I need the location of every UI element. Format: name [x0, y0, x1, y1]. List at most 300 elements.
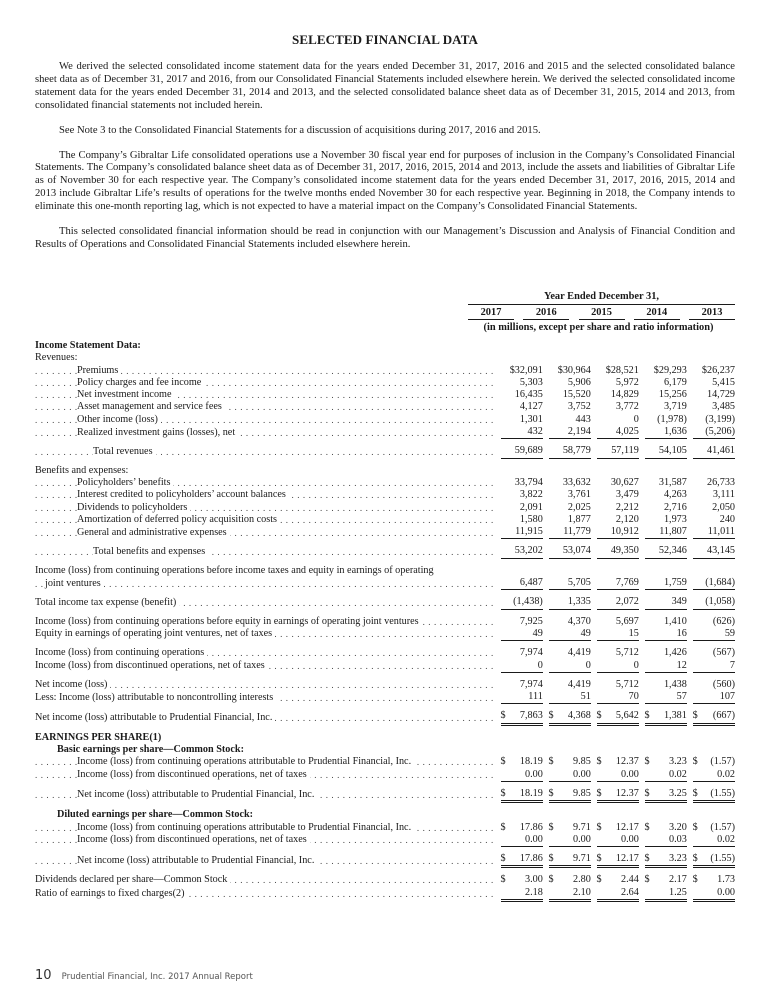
row-label-cell	[35, 539, 496, 558]
value-amount: 3.20	[669, 821, 687, 833]
row-label: Income (loss) from discontinued operations, net of taxes	[77, 769, 310, 780]
row-label: Dividends to policyholders	[77, 502, 190, 513]
value-amount: 5,906	[567, 376, 591, 388]
value-cell-2014	[645, 340, 687, 352]
value-amount: 7,974	[519, 678, 543, 690]
value-cell-2015	[597, 628, 639, 641]
value-cell-2015	[597, 401, 639, 413]
value-cell-2014	[645, 590, 687, 609]
value-amount: 12.37	[615, 787, 639, 799]
value-amount: (1,684)	[705, 577, 735, 589]
row-label: Basic earnings per share—Common Stock:	[57, 744, 247, 755]
value-cell-2013	[693, 756, 735, 768]
value-cell-2017	[501, 439, 543, 458]
value-cell-2016	[549, 389, 591, 401]
value-amount: (1.55)	[710, 787, 735, 799]
table-row	[35, 887, 735, 901]
value-cell-2016	[549, 691, 591, 704]
value-amount: 31,587	[658, 476, 687, 488]
value-amount: 5,415	[712, 376, 735, 388]
value-cell-2014	[645, 660, 687, 673]
value-amount: 443	[575, 413, 591, 425]
value-amount: 53,074	[562, 545, 591, 557]
row-label: Realized investment gains (losses), net	[77, 427, 238, 438]
value-cell-2014	[645, 641, 687, 660]
value-cell-2017	[501, 458, 543, 477]
value-cell-2015	[597, 426, 639, 439]
row-label: EARNINGS PER SHARE(1)	[35, 732, 164, 743]
value-cell-2014	[645, 414, 687, 426]
value-amount: 1,973	[663, 513, 687, 525]
value-amount: (1.55)	[710, 853, 735, 865]
value-cell-2014	[645, 514, 687, 526]
value-amount: 41,461	[706, 445, 735, 457]
value-amount: 240	[719, 513, 735, 525]
value-amount: 18.19	[519, 756, 543, 768]
units-note: (in millions, except per share and ratio information)	[483, 322, 714, 333]
value-cell-2013	[693, 672, 735, 691]
value-amount: 11,807	[659, 526, 687, 538]
value-amount: 349	[671, 596, 687, 608]
value-cell-2016	[549, 526, 591, 539]
value-amount: 49,350	[610, 545, 639, 557]
value-cell-2013	[693, 558, 735, 577]
value-amount: 16	[676, 627, 687, 639]
value-amount: 2,120	[615, 513, 639, 525]
value-amount: 9.71	[573, 821, 591, 833]
value-cell-2014	[645, 822, 687, 834]
row-label-cell	[35, 477, 496, 489]
table-row	[35, 704, 735, 724]
currency-symbol: $	[596, 821, 602, 833]
row-label-cell	[35, 660, 496, 673]
value-cell-2016	[549, 769, 591, 782]
value-cell-2015	[597, 352, 639, 364]
value-cell-2013	[693, 867, 735, 887]
value-cell-2015	[597, 834, 639, 847]
row-label: Ratio of earnings to fixed charges(2)	[35, 888, 187, 899]
table-row	[35, 458, 735, 477]
row-label-cell	[35, 867, 496, 887]
row-label-cell	[35, 802, 496, 822]
currency-symbol: $	[644, 756, 650, 768]
currency-symbol: $	[548, 710, 554, 722]
currency-symbol: $	[644, 821, 650, 833]
value-amount: 6,179	[663, 376, 687, 388]
value-amount: 3,111	[712, 489, 735, 501]
value-amount: 4,127	[519, 401, 543, 413]
row-label: Income Statement Data:	[35, 340, 144, 351]
row-label-cell	[35, 834, 496, 847]
table-row	[35, 822, 735, 834]
table-row	[35, 502, 735, 514]
row-label: Total benefits and expenses	[93, 546, 208, 557]
value-amount: 2.64	[621, 886, 639, 898]
value-amount: 15,256	[658, 389, 687, 401]
value-cell-2015	[597, 802, 639, 822]
value-amount: 0.02	[717, 768, 735, 780]
value-amount: 3.25	[669, 787, 687, 799]
value-cell-2017	[501, 834, 543, 847]
row-label-cell	[35, 365, 496, 377]
value-amount: 30,627	[610, 476, 639, 488]
currency-symbol: $	[644, 787, 650, 799]
table-row	[35, 401, 735, 413]
value-cell-2016	[549, 756, 591, 768]
currency-symbol: $	[692, 874, 698, 886]
value-cell-2014	[645, 724, 687, 744]
row-label: Equity in earnings of operating joint ventures, net of taxes	[35, 628, 275, 639]
value-cell-2017	[501, 628, 543, 641]
value-amount: 12	[676, 659, 687, 671]
value-cell-2016	[549, 887, 591, 901]
value-cell-2016	[549, 539, 591, 558]
value-amount: 33,632	[562, 476, 591, 488]
row-label-cell	[35, 822, 496, 834]
value-cell-2016	[549, 834, 591, 847]
table-row	[35, 389, 735, 401]
value-cell-2014	[645, 609, 687, 628]
value-cell-2016	[549, 514, 591, 526]
value-cell-2015	[597, 377, 639, 389]
value-cell-2016	[549, 781, 591, 801]
value-cell-2016	[549, 458, 591, 477]
value-cell-2013	[693, 847, 735, 867]
value-cell-2013	[693, 704, 735, 724]
value-cell-2016	[549, 802, 591, 822]
value-amount: 1.25	[669, 886, 687, 898]
currency-symbol: $	[692, 787, 698, 799]
table-row	[35, 426, 735, 439]
value-amount: 0.00	[524, 768, 543, 780]
currency-symbol: $	[500, 821, 506, 833]
value-amount: $28,521	[605, 364, 639, 376]
value-cell-2017	[501, 781, 543, 801]
value-amount: 4,025	[615, 426, 639, 438]
row-label: Benefits and expenses:	[35, 465, 131, 476]
value-cell-2013	[693, 769, 735, 782]
row-label: Income (loss) from discontinued operations, net of taxes	[35, 660, 268, 671]
value-cell-2017	[501, 822, 543, 834]
table-row	[35, 744, 735, 756]
currency-symbol: $	[596, 710, 602, 722]
value-cell-2017	[501, 756, 543, 768]
value-amount: 1.73	[717, 874, 735, 886]
value-amount: 107	[719, 691, 735, 703]
value-cell-2016	[549, 365, 591, 377]
value-cell-2016	[549, 377, 591, 389]
row-label-cell	[35, 526, 496, 539]
value-cell-2013	[693, 590, 735, 609]
value-cell-2017	[501, 691, 543, 704]
value-amount: 0	[633, 413, 639, 425]
table-row	[35, 414, 735, 426]
value-cell-2014	[645, 802, 687, 822]
value-amount: 5,697	[615, 615, 639, 627]
value-cell-2016	[549, 847, 591, 867]
value-cell-2014	[645, 691, 687, 704]
value-cell-2016	[549, 401, 591, 413]
value-cell-2013	[693, 724, 735, 744]
value-cell-2014	[645, 834, 687, 847]
value-amount: 16,435	[514, 389, 543, 401]
value-cell-2016	[549, 822, 591, 834]
row-label-cell	[35, 389, 496, 401]
value-cell-2017	[501, 558, 543, 577]
value-cell-2015	[597, 641, 639, 660]
value-cell-2016	[549, 590, 591, 609]
table-row	[35, 847, 735, 867]
value-amount: 1,877	[567, 513, 591, 525]
row-label-cell	[35, 628, 496, 641]
row-label: Asset management and service fees	[77, 401, 225, 412]
table-row	[35, 802, 735, 822]
value-cell-2015	[597, 489, 639, 501]
value-amount: 3,772	[615, 401, 639, 413]
value-cell-2013	[693, 802, 735, 822]
row-label-cell	[35, 769, 496, 782]
value-cell-2016	[549, 704, 591, 724]
year-header-2015: 2015	[579, 307, 625, 320]
currency-symbol: $	[692, 821, 698, 833]
row-label: General and administrative expenses	[77, 527, 230, 538]
value-cell-2014	[645, 439, 687, 458]
value-cell-2015	[597, 458, 639, 477]
intro-paragraph-derivation: We derived the selected consolidated income statement data for the years ended December 31, 2017, 2016 and 2015 and the selected consolidated balance sheet data as of December 31, 2017 and 2016, from our Consolidated Financial Statements included elsewhere herein. We derived the selected consolidated income statement data for the years ended December 31, 2014 and 2013, and the selected consolidated balance sheet data as of December 31, 2015, 2014 and 2013, from consolidated financial statements not included herein.	[35, 61, 735, 111]
row-label-cell	[35, 590, 496, 609]
value-amount: 12.17	[615, 853, 639, 865]
value-amount: 0.00	[524, 833, 543, 845]
value-cell-2013	[693, 691, 735, 704]
value-amount: 0.02	[669, 768, 687, 780]
value-amount: 0.02	[717, 833, 735, 845]
value-amount: (1,438)	[513, 596, 543, 608]
row-label: Income (loss) from continuing operations attributable to Prudential Financial, Inc.	[77, 756, 414, 767]
row-label: Dividends declared per share—Common Stock	[35, 874, 230, 885]
value-amount: 5,972	[615, 376, 639, 388]
row-label-cell	[35, 577, 496, 590]
table-row	[35, 489, 735, 501]
value-cell-2017	[501, 724, 543, 744]
currency-symbol: $	[500, 787, 506, 799]
value-cell-2017	[501, 847, 543, 867]
currency-symbol: $	[500, 874, 506, 886]
value-amount: 58,779	[562, 445, 591, 457]
table-row	[35, 769, 735, 782]
value-amount: 2.44	[621, 874, 639, 886]
table-row	[35, 340, 735, 352]
value-cell-2016	[549, 867, 591, 887]
value-amount: $30,964	[557, 364, 591, 376]
currency-symbol: $	[500, 710, 506, 722]
page-number: 10	[35, 968, 52, 983]
selected-financial-data-table	[35, 340, 735, 902]
table-row	[35, 641, 735, 660]
value-cell-2015	[597, 756, 639, 768]
value-amount: 43,145	[706, 545, 735, 557]
row-label-cell	[35, 514, 496, 526]
value-amount: 9.85	[573, 756, 591, 768]
value-cell-2015	[597, 609, 639, 628]
value-cell-2013	[693, 389, 735, 401]
currency-symbol: $	[692, 853, 698, 865]
value-cell-2013	[693, 439, 735, 458]
value-cell-2016	[549, 577, 591, 590]
row-label: Income (loss) from continuing operations attributable to Prudential Financial, Inc.	[77, 822, 414, 833]
table-row	[35, 867, 735, 887]
row-label-cell	[35, 641, 496, 660]
row-label: Income (loss) from continuing operations before income taxes and equity in earnings of operating	[35, 565, 437, 576]
value-cell-2017	[501, 414, 543, 426]
value-amount: 3,752	[567, 401, 591, 413]
row-label-cell	[35, 887, 496, 901]
table-row	[35, 756, 735, 768]
value-cell-2016	[549, 744, 591, 756]
value-amount: 11,011	[707, 526, 735, 538]
value-amount: 111	[528, 691, 543, 703]
value-cell-2015	[597, 590, 639, 609]
intro-paragraph-acquisitions-note: See Note 3 to the Consolidated Financial Statements for a discussion of acquisitions during 2017, 2016 and 2015.	[59, 124, 541, 136]
value-amount: (567)	[712, 647, 735, 659]
row-label: Net investment income	[77, 389, 175, 400]
table-row	[35, 377, 735, 389]
value-cell-2016	[549, 641, 591, 660]
value-amount: 4,370	[567, 615, 591, 627]
value-cell-2014	[645, 401, 687, 413]
row-label-cell	[35, 401, 496, 413]
value-amount: 4,368	[567, 710, 591, 722]
value-cell-2016	[549, 439, 591, 458]
value-cell-2014	[645, 756, 687, 768]
value-cell-2014	[645, 781, 687, 801]
value-cell-2016	[549, 477, 591, 489]
currency-symbol: $	[548, 853, 554, 865]
value-amount: 17.86	[519, 821, 543, 833]
value-cell-2016	[549, 340, 591, 352]
value-amount: 70	[628, 691, 639, 703]
value-amount: 2.80	[573, 874, 591, 886]
value-cell-2016	[549, 628, 591, 641]
currency-symbol: $	[500, 756, 506, 768]
table-body	[35, 340, 735, 900]
table-row	[35, 834, 735, 847]
table-row	[35, 477, 735, 489]
value-cell-2013	[693, 834, 735, 847]
value-cell-2013	[693, 377, 735, 389]
row-label: Policy charges and fee income	[77, 377, 204, 388]
value-amount: 3.00	[524, 874, 543, 886]
value-cell-2015	[597, 389, 639, 401]
value-amount: $26,237	[701, 364, 735, 376]
value-amount: 1,301	[519, 413, 543, 425]
value-cell-2017	[501, 426, 543, 439]
row-label: Total income tax expense (benefit)	[35, 597, 179, 608]
value-cell-2014	[645, 526, 687, 539]
value-amount: 1,335	[567, 596, 591, 608]
value-cell-2014	[645, 704, 687, 724]
currency-symbol: $	[596, 853, 602, 865]
value-amount: 2.10	[573, 886, 591, 898]
value-cell-2014	[645, 489, 687, 501]
value-cell-2013	[693, 781, 735, 801]
value-amount: 5,303	[519, 376, 543, 388]
value-cell-2016	[549, 609, 591, 628]
value-cell-2015	[597, 724, 639, 744]
value-amount: 49	[580, 627, 591, 639]
value-amount: $32,091	[509, 364, 543, 376]
value-cell-2015	[597, 577, 639, 590]
value-cell-2014	[645, 477, 687, 489]
value-cell-2014	[645, 628, 687, 641]
value-cell-2014	[645, 539, 687, 558]
table-row	[35, 609, 735, 628]
value-cell-2017	[501, 887, 543, 901]
row-label-cell	[35, 691, 496, 704]
value-cell-2013	[693, 887, 735, 901]
row-label-cell	[35, 672, 496, 691]
value-cell-2013	[693, 365, 735, 377]
value-amount: 7,863	[519, 710, 543, 722]
value-amount: 57	[676, 691, 687, 703]
value-amount: 0.03	[669, 833, 687, 845]
value-amount: 11,915	[515, 526, 543, 538]
value-cell-2013	[693, 477, 735, 489]
value-amount: 5,642	[615, 710, 639, 722]
row-label: Policyholders’ benefits	[77, 477, 173, 488]
publication-name: Prudential Financial, Inc. 2017 Annual Report	[61, 972, 253, 982]
value-amount: 2,716	[663, 501, 687, 513]
value-amount: 3.23	[669, 853, 687, 865]
row-label-cell	[35, 558, 496, 577]
value-cell-2017	[501, 609, 543, 628]
row-label: Interest credited to policyholders’ account balances	[77, 489, 289, 500]
value-cell-2013	[693, 414, 735, 426]
row-label-cell	[35, 756, 496, 768]
currency-symbol: $	[692, 756, 698, 768]
value-amount: 7,769	[615, 577, 639, 589]
value-cell-2015	[597, 514, 639, 526]
row-label-cell	[35, 426, 496, 439]
value-cell-2013	[693, 526, 735, 539]
value-amount: 0	[537, 659, 543, 671]
value-cell-2015	[597, 847, 639, 867]
table-row	[35, 558, 735, 577]
row-label: Income (loss) from continuing operations	[35, 647, 207, 658]
value-cell-2015	[597, 558, 639, 577]
value-cell-2014	[645, 377, 687, 389]
row-label-cell	[35, 352, 496, 364]
row-label-cell	[35, 489, 496, 501]
value-amount: 53,202	[514, 545, 543, 557]
value-cell-2017	[501, 577, 543, 590]
value-amount: 7,925	[519, 615, 543, 627]
row-label-cell	[35, 781, 496, 801]
value-amount: 1,438	[663, 678, 687, 690]
table-row	[35, 352, 735, 364]
row-label-cell	[35, 847, 496, 867]
table-row	[35, 781, 735, 801]
value-amount: 1,759	[663, 577, 687, 589]
value-cell-2015	[597, 502, 639, 514]
value-amount: 0.00	[621, 768, 639, 780]
value-cell-2017	[501, 502, 543, 514]
value-amount: (1,978)	[657, 413, 687, 425]
currency-symbol: $	[548, 874, 554, 886]
row-label-cell	[35, 704, 496, 724]
value-amount: (5,206)	[705, 426, 735, 438]
currency-symbol: $	[596, 787, 602, 799]
value-amount: 2,050	[712, 501, 735, 513]
